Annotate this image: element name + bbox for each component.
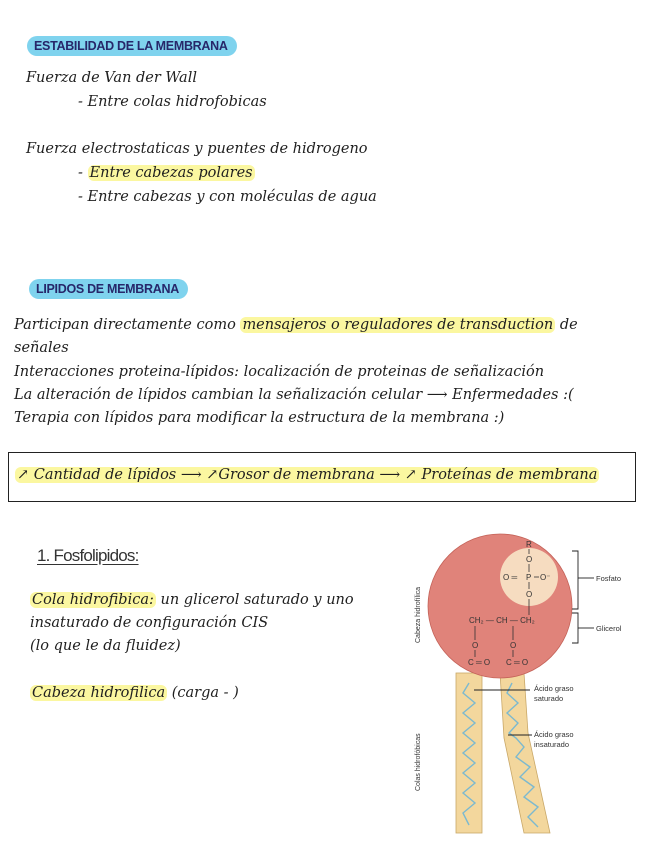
fosfolipidos-title: 1. Fosfolipidos:	[37, 546, 139, 565]
line-van-der-wall: Fuerza de Van der Wall	[26, 70, 197, 86]
label-glicerol: Glicerol	[596, 624, 622, 633]
ester-o-left: O	[472, 641, 479, 650]
highlight-cola: Cola hidrofibica:	[32, 592, 154, 608]
ester-left: C ═ O	[468, 658, 491, 667]
text: un glicerol saturado y uno	[155, 592, 354, 608]
atom-o-eq: O ═	[503, 573, 518, 582]
cabeza-line	[30, 685, 239, 701]
label-fosfato: Fosfato	[596, 574, 622, 583]
section-heading-estabilidad: ESTABILIDAD DE LA MEMBRANA	[27, 36, 237, 56]
cola-line-2: insaturado de configuración CIS	[30, 615, 269, 631]
ester-right: C ═ O	[506, 658, 529, 667]
paragraph-mensajeros	[14, 317, 578, 333]
atom-p: P	[526, 573, 532, 582]
axis-labels	[415, 587, 422, 791]
text: Participan directamente como	[14, 317, 241, 333]
atom-o-top: O	[526, 555, 533, 564]
label-saturado-2: saturado	[534, 694, 564, 703]
paragraph-senales: señales	[14, 340, 69, 356]
label-cabeza-hidrofilica: Cabeza hidrofílica	[415, 586, 422, 643]
polar-head	[428, 534, 572, 678]
phospholipid-diagram	[404, 533, 654, 838]
text: de	[555, 317, 578, 333]
glycerol-formula: CH₂ — CH — CH₂	[469, 616, 535, 625]
label-saturado-1: Ácido graso	[534, 684, 574, 693]
cola-line-3: (lo que le da fluidez)	[30, 638, 181, 654]
line-cabezas-polares	[78, 165, 255, 181]
highlight-summary: ↗ Cantidad de lípidos ⟶ ↗Grosor de membrana ⟶ ↗ Proteínas de membrana	[17, 467, 598, 483]
highlight-cabeza: Cabeza hidrofilica	[32, 685, 166, 701]
ester-o-right: O	[510, 641, 517, 650]
label-colas-hidrofobicas: Colas hidrofóbicas	[415, 733, 422, 791]
line-colas-hidrofobicas: - Entre colas hidrofobicas	[78, 94, 267, 110]
line-fuerza-electrostaticas: Fuerza electrostaticas y puentes de hidrogeno	[26, 141, 368, 157]
paragraph-terapia: Terapia con lípidos para modificar la estructura de la membrana :)	[14, 410, 505, 426]
dash: -	[78, 165, 88, 181]
text: (carga - )	[167, 685, 239, 701]
section-heading-lipidos: LIPIDOS DE MEMBRANA	[29, 279, 188, 299]
saturated-tail	[456, 673, 482, 833]
atom-o-bottom: O	[526, 590, 533, 599]
highlight-cabezas-polares: Entre cabezas polares	[89, 165, 253, 181]
label-insaturado-1: Ácido graso	[534, 730, 574, 739]
line-moleculas-agua: - Entre cabezas y con moléculas de agua	[78, 189, 377, 205]
summary-text	[15, 467, 599, 483]
atom-r: R	[526, 540, 532, 549]
cola-line-1	[30, 592, 354, 608]
highlight-mensajeros: mensajeros o reguladores de transduction	[242, 317, 554, 333]
label-insaturado-2: insaturado	[534, 740, 570, 749]
atom-o-minus: O⁻	[540, 573, 551, 582]
paragraph-alteracion: La alteración de lípidos cambian la señalización celular ⟶ Enfermedades :(	[14, 387, 574, 403]
summary-box	[8, 452, 636, 502]
paragraph-interacciones: Interacciones proteina-lípidos: localización de proteinas de señalización	[14, 364, 545, 380]
